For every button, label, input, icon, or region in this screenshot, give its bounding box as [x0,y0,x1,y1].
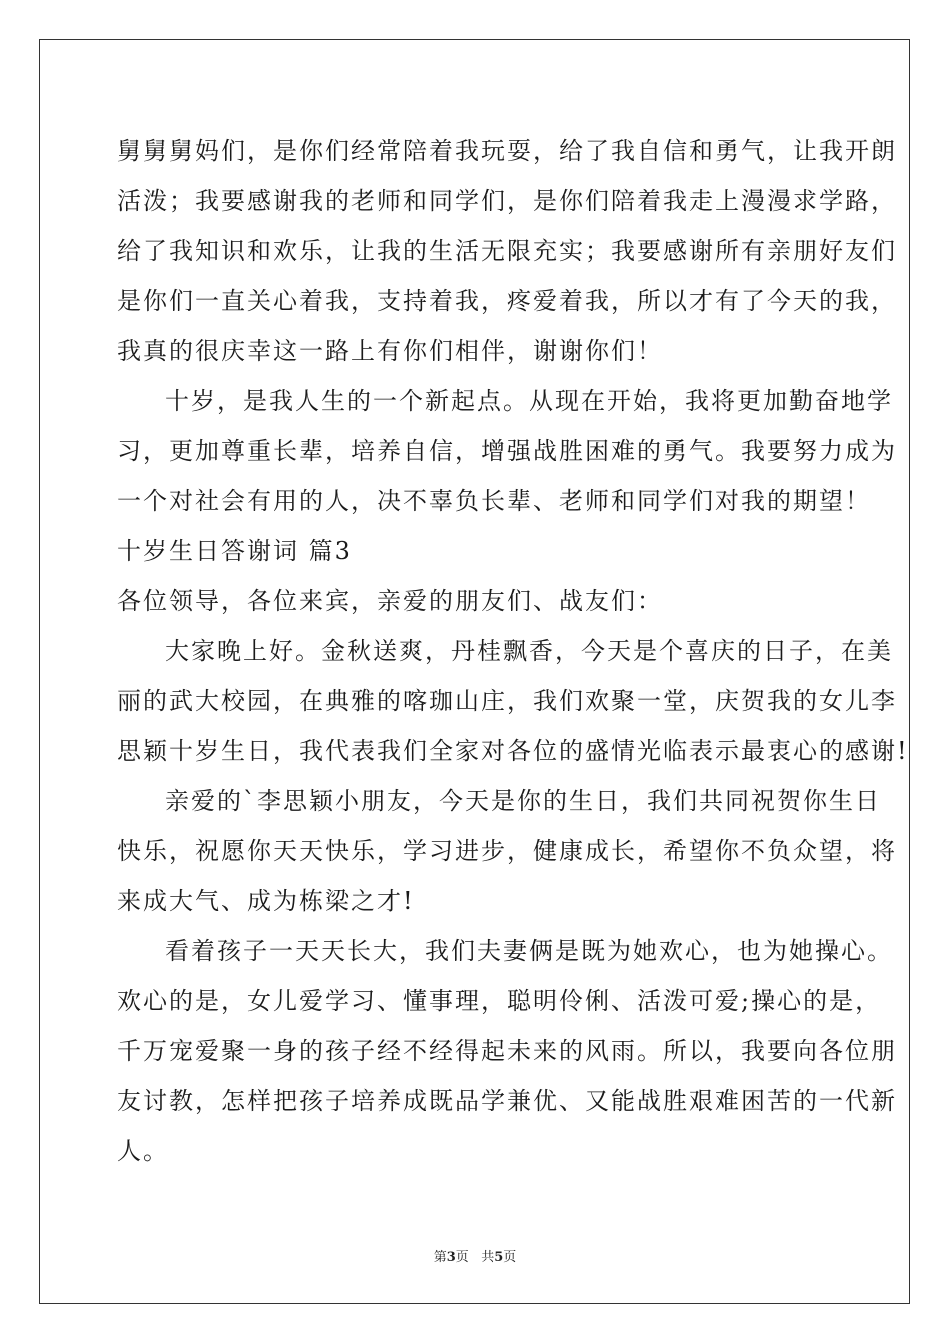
salutation: 各位领导，各位来宾，亲爱的朋友们、战友们： [117,587,663,615]
text-line: 友讨教，怎样把孩子培养成既品学兼优、又能战胜艰难困苦的一代新 [117,1087,897,1115]
text-line: 来成大气、成为栋梁之才! [117,887,415,915]
text-line: 习，更加尊重长辈，培养自信，增强战胜困难的勇气。我要努力成为 [117,437,897,465]
text-line: 一个对社会有用的人，决不辜负长辈、老师和同学们对我的期望！ [117,487,871,515]
text-line: 舅舅舅妈们，是你们经常陪着我玩耍，给了我自信和勇气，让我开朗 [117,137,897,165]
text-line: 是你们一直关心着我，支持着我，疼爱着我，所以才有了今天的我， [117,287,897,315]
text-line: 活泼；我要感谢我的老师和同学们，是你们陪着我走上漫漫求学路， [117,187,897,215]
text-line: 亲爱的`李思颖小朋友，今天是你的生日，我们共同祝贺你生日 [165,787,881,815]
text-line: 我真的很庆幸这一路上有你们相伴，谢谢你们！ [117,337,663,365]
text-line: 千万宠爱聚一身的孩子经不经得起未来的风雨。所以，我要向各位朋 [117,1037,897,1065]
text-line: 丽的武大校园，在典雅的喀珈山庄，我们欢聚一堂，庆贺我的女儿李 [117,687,897,715]
text-line: 欢心的是，女儿爱学习、懂事理，聪明伶俐、活泼可爱;操心的是， [117,987,882,1015]
text-line: 思颖十岁生日，我代表我们全家对各位的盛情光临表示最衷心的感谢! [117,737,909,765]
text-line: 大家晚上好。金秋送爽，丹桂飘香，今天是个喜庆的日子，在美 [165,637,893,665]
total-suffix: 页 [503,1250,517,1265]
page-prefix: 第 [433,1250,447,1265]
text-line: 人。 [117,1137,169,1165]
section-heading: 十岁生日答谢词 篇3 [117,537,352,565]
page-suffix: 页 [455,1250,469,1265]
page-footer [0,1250,950,1266]
text-line: 快乐，祝愿你天天快乐，学习进步，健康成长，希望你不负众望，将 [117,837,897,865]
text-line: 十岁，是我人生的一个新起点。从现在开始，我将更加勤奋地学 [165,387,893,415]
total-pages: 5 [494,1250,504,1265]
page-number: 3 [446,1250,456,1265]
total-prefix: 共 [481,1250,495,1265]
text-line: 看着孩子一天天长大，我们夫妻俩是既为她欢心，也为她操心。 [165,937,893,965]
text-line: 给了我知识和欢乐，让我的生活无限充实；我要感谢所有亲朋好友们 [117,237,897,265]
